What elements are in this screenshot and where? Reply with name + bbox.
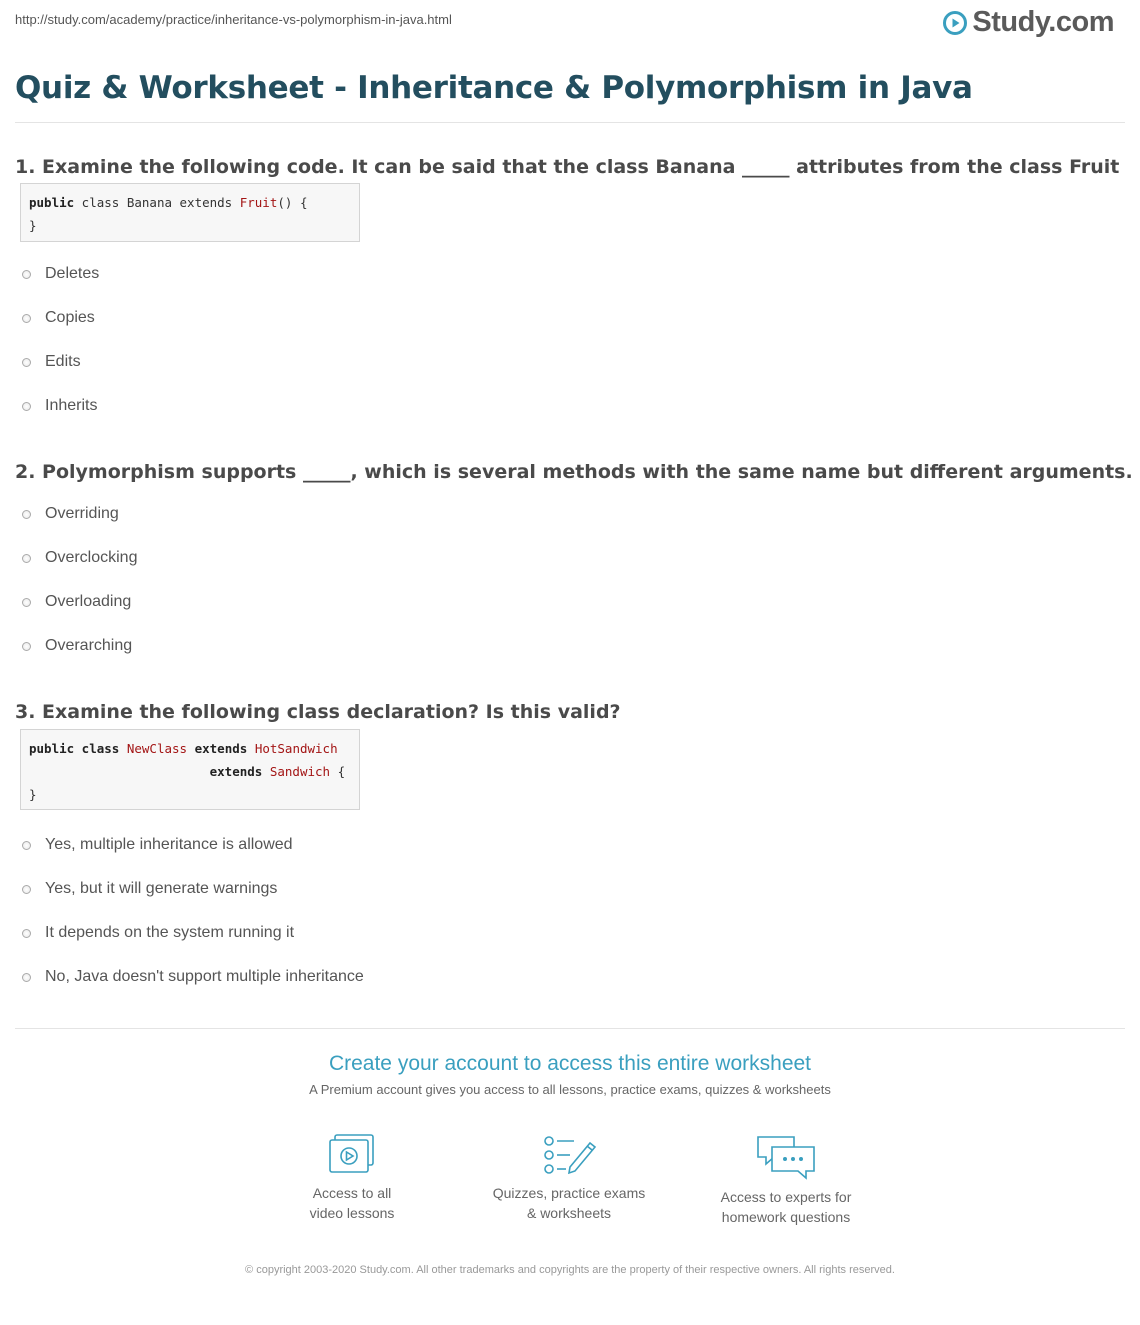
answer-label: It depends on the system running it — [45, 924, 295, 941]
code-keyword: public class — [29, 741, 120, 756]
page-url: http://study.com/academy/practice/inheritance-vs-polymorphism-in-java.html — [15, 12, 452, 27]
video-lessons-icon — [326, 1133, 378, 1177]
answer-option[interactable] — [22, 593, 131, 611]
radio-button[interactable] — [22, 841, 31, 850]
answer-label: Inherits — [45, 397, 98, 414]
page-title: Quiz & Worksheet - Inheritance & Polymorphism in Java — [15, 70, 973, 106]
chat-bubbles-icon — [754, 1133, 818, 1181]
answer-label: No, Java doesn't support multiple inheritance — [45, 968, 364, 985]
code-class-name: HotSandwich — [254, 741, 338, 756]
answer-option[interactable] — [22, 836, 293, 854]
answer-label: Yes, but it will generate warnings — [45, 880, 278, 897]
code-class-name: NewClass — [126, 741, 188, 756]
radio-button[interactable] — [22, 554, 31, 563]
feature-label: Quizzes, practice exams & worksheets — [492, 1185, 646, 1221]
radio-button[interactable] — [22, 885, 31, 894]
code-class-name: Sandwich — [269, 764, 331, 779]
title-divider — [15, 122, 1125, 123]
code-keyword: extends — [194, 741, 248, 756]
radio-button[interactable] — [22, 929, 31, 938]
feature-video-lessons — [262, 1133, 442, 1223]
copyright-footer: © copyright 2003-2020 Study.com. All other trademarks and copyrights are the property of their respective owners. All rights reserved. — [245, 1264, 895, 1276]
radio-button[interactable] — [22, 510, 31, 519]
radio-button[interactable] — [22, 270, 31, 279]
answer-label: Overarching — [45, 637, 133, 654]
code-block-3 — [20, 729, 360, 810]
logo-text: Study.com — [972, 6, 1114, 38]
code-block-1 — [20, 183, 360, 242]
code-keyword: public — [29, 195, 75, 210]
code-text: () { — [277, 195, 308, 210]
radio-button[interactable] — [22, 598, 31, 607]
code-class-name: Fruit — [239, 195, 278, 210]
study-logo[interactable] — [943, 6, 1114, 39]
feature-label: Access to all video lessons — [309, 1185, 395, 1221]
answer-option[interactable] — [22, 880, 277, 898]
answer-option[interactable] — [22, 265, 99, 283]
radio-button[interactable] — [22, 314, 31, 323]
promo-divider — [15, 1028, 1125, 1029]
answer-option[interactable] — [22, 505, 119, 523]
question-3: 3. Examine the following class declaration? Is this valid? — [15, 701, 621, 723]
question-2: 2. Polymorphism supports _____, which is several methods with the same name but different arguments. — [15, 461, 1133, 483]
answer-option[interactable] — [22, 637, 132, 655]
answer-option[interactable] — [22, 397, 97, 415]
feature-experts — [696, 1133, 876, 1227]
radio-button[interactable] — [22, 358, 31, 367]
answer-option[interactable] — [22, 968, 364, 986]
answer-label: Deletes — [45, 265, 100, 282]
answer-label: Overloading — [45, 593, 132, 610]
code-text: { — [330, 764, 346, 779]
feature-label: Access to experts for homework questions — [720, 1189, 852, 1225]
answer-option[interactable] — [22, 924, 294, 942]
code-text: } — [29, 787, 37, 802]
answer-label: Edits — [45, 353, 81, 370]
radio-button[interactable] — [22, 973, 31, 982]
feature-quizzes — [479, 1133, 659, 1223]
code-text: } — [29, 218, 37, 233]
radio-button[interactable] — [22, 402, 31, 411]
create-account-link[interactable]: Create your account to access this entire worksheet — [328, 1052, 812, 1075]
answer-label: Overriding — [45, 505, 119, 522]
answer-option[interactable] — [22, 549, 137, 567]
answer-label: Yes, multiple inheritance is allowed — [45, 836, 293, 853]
play-logo-icon — [943, 11, 967, 35]
radio-button[interactable] — [22, 642, 31, 651]
code-keyword: extends — [209, 764, 263, 779]
promo-subtitle: A Premium account gives you access to all lessons, practice exams, quizzes & worksheets — [309, 1082, 831, 1097]
quiz-checklist-icon — [540, 1133, 598, 1177]
code-text: class Banana extends — [74, 195, 240, 210]
answer-label: Overclocking — [45, 549, 138, 566]
answer-option[interactable] — [22, 353, 81, 371]
answer-label: Copies — [45, 309, 95, 326]
answer-option[interactable] — [22, 309, 95, 327]
question-1: 1. Examine the following code. It can be said that the class Banana _____ attributes from the class Fruit — [15, 156, 1120, 178]
